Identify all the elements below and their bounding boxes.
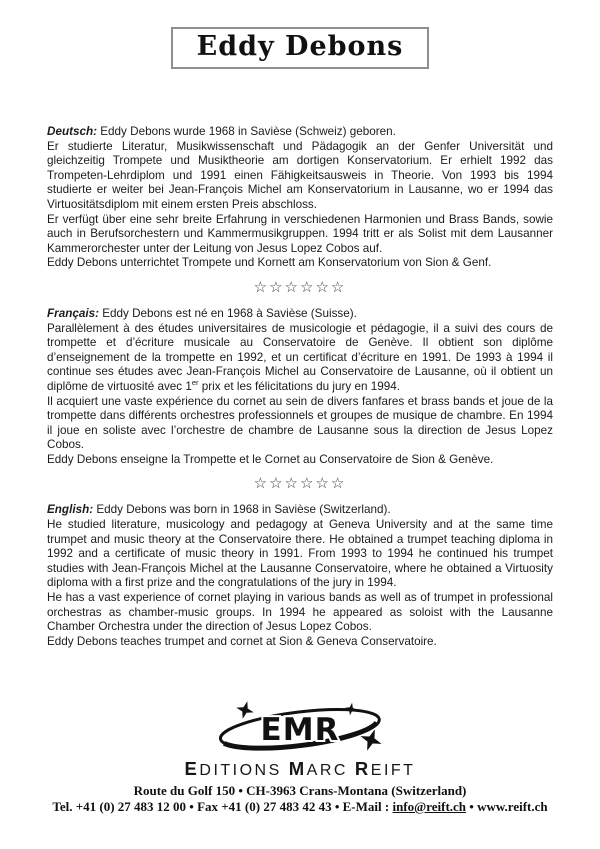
website-text: www.reift.ch — [477, 799, 548, 814]
emr-logo — [0, 700, 600, 758]
paragraph-text: Parallèlement à des études universitaires de musicologie et pédagogie, il a suivi des cours de trompette et d’écriture musicale au Conservatoire de Genève. Il obtient son diplôme d’enseignement de la trompette en 1992, et un certificat d’écriture en 1991. De 1993 à 1994 il continue ses études avec Jean-François Michel au Conservatoire de Lausanne, où il obtient un diplôme de virtuosité avec 1 — [47, 321, 553, 393]
language-label-english: English: — [47, 503, 94, 517]
publisher-name — [0, 760, 600, 779]
paragraph: He has a vast experience of cornet playing in various bands as well as of trumpet in professional orchestras as chamber-music groups. In 1994 he appeared as soloist with the Lausanne Chamber Orchestra under the direction of Jesus Lopez Cobos. — [47, 591, 553, 634]
paragraph: Er studierte Literatur, Musikwissenschaft und Pädagogik an der Genfer Universität und gleichzeitig Trompete und Musiktheorie am dortigen Konservatorium. Er erhielt 1992 das Trompeten-Lehrdiplom und 1991 einen Fähigkeitsausweis in Theorie. Von 1993 bis 1994 studierte er weiter bei Jean-François Michel am Konservatorium in Lausanne, wo er 1994 das Virtuositätsdiplom mit einem ersten Preis abschloss. — [47, 139, 553, 211]
publisher-footer — [0, 700, 600, 815]
paragraph — [47, 322, 553, 395]
paragraph: He studied literature, musicology and pedagogy at Geneva University and at the same time trumpet and music theory at the Conservatoire there. He obtained a trumpet teaching diploma in 1992 and a certificate of music theory in 1991. From 1993 to 1994 he continued his trumpet studies with Jean-François Michel at the Lausanne Conservatoire, where he obtained a Virtuosity diploma with a first prize and the congratulations of the jury in 1994. — [47, 518, 553, 590]
paragraph-text: Eddy Debons was born in 1968 in Savièse (Switzerland). — [93, 503, 391, 517]
paragraph: Il acquiert une vaste expérience du cornet au sein de divers fanfares et brass bands et joue de la trompette dans différents orchestres professionnels et groupes de musique de chambre. En 1994 il joue en soliste avec l’orchestre de chambre de Lausanne sous la direction de Jesus Lopez Cobos. — [47, 394, 553, 452]
contact-separator: • — [466, 799, 478, 814]
language-label-german: Deutsch: — [47, 125, 98, 138]
paragraph-text: Eddy Debons est né en 1968 à Savièse (Suisse). — [98, 306, 357, 320]
superscript-er: er — [191, 378, 199, 388]
paragraph — [47, 125, 553, 140]
contact-line — [0, 799, 600, 815]
paragraph: Eddy Debons enseigne la Trompette et le Cornet au Conservatoire de Sion & Genève. — [47, 452, 494, 466]
address-line: Route du Golf 150 • CH-3963 Crans-Montana (Switzerland) — [133, 783, 467, 798]
title-box — [171, 27, 429, 69]
logo-star-left — [234, 700, 256, 721]
contact-text: Tel. +41 (0) 27 483 12 00 • Fax +41 (0) 27 483 42 43 • E-Mail : — [52, 799, 393, 814]
publisher-rest: EIFT — [370, 762, 416, 779]
paragraph: Eddy Debons teaches trumpet and cornet at Sion & Geneva Conservatoire. — [47, 634, 437, 648]
publisher-rest: ARC — [306, 762, 355, 779]
publisher-rest: DITIONS — [199, 762, 289, 779]
paragraph-text: Eddy Debons wurde 1968 in Savièse (Schweiz) geboren. — [97, 125, 396, 138]
publisher-initial: R — [354, 758, 371, 779]
star-separator: ☆☆☆☆☆☆ — [253, 474, 347, 493]
address-block — [0, 783, 600, 815]
publisher-initial: M — [288, 758, 307, 779]
email-link[interactable]: info@reift.ch — [392, 799, 467, 814]
page-title: Eddy Debons — [196, 31, 404, 62]
emr-logo-text: EMR — [260, 712, 340, 748]
language-label-french: Français: — [47, 306, 99, 320]
paragraph — [47, 307, 553, 322]
biography-content — [47, 125, 553, 649]
section-german — [47, 125, 553, 271]
emr-logo-graphic — [205, 700, 395, 758]
publisher-initial: E — [184, 758, 200, 779]
section-english — [47, 503, 553, 649]
section-french — [47, 307, 553, 468]
paragraph — [47, 503, 553, 518]
paragraph-text: prix et les félicitations du jury en 1994. — [198, 379, 400, 393]
star-separator: ☆☆☆☆☆☆ — [253, 277, 347, 296]
paragraph: Eddy Debons unterrichtet Trompete und Kornett am Konservatorium von Sion & Genf. — [47, 256, 492, 270]
paragraph: Er verfügt über eine sehr breite Erfahrung in verschiedenen Harmonien und Brass Bands, sowie auch in Berufsorchestern und Kammermusikgruppen. 1994 tritt er als Solist mit dem Lausanner Kammerorchester unter der Leitung von Jesus Lopez Cobos auf. — [47, 212, 553, 255]
